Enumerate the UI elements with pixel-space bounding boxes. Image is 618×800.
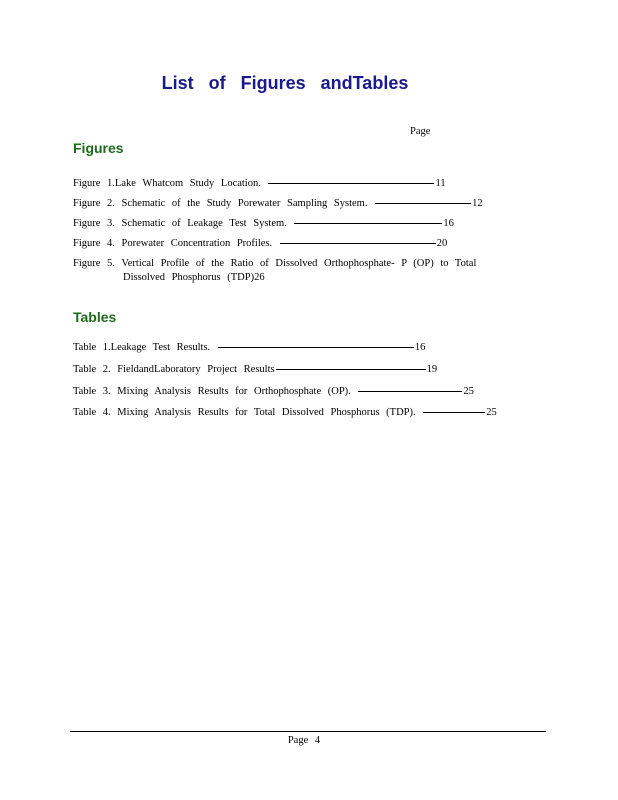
dot-leader xyxy=(280,243,436,244)
entry-page: 25 xyxy=(463,386,474,397)
figure-entry-5-continuation[interactable] xyxy=(123,272,265,283)
footer-page-number: Page 4 xyxy=(287,735,321,746)
table-entry-2[interactable] xyxy=(73,364,437,375)
figure-entry-1[interactable] xyxy=(73,178,446,189)
figure-entry-3[interactable] xyxy=(73,218,454,229)
entry-text: Dissolved Phosphorus (TDP) xyxy=(123,272,255,283)
figure-entry-5[interactable] xyxy=(73,258,476,269)
table-entry-3[interactable] xyxy=(73,386,474,397)
page-title: List of Figures andTables xyxy=(161,73,409,93)
entry-page: 19 xyxy=(426,364,438,375)
entry-page: 26 xyxy=(254,272,265,283)
dot-leader xyxy=(358,391,462,392)
figure-entry-4[interactable] xyxy=(73,238,447,249)
entry-text: Table 3. Mixing Analysis Results for Orthophosphate (OP). xyxy=(73,386,351,397)
dot-leader xyxy=(423,412,485,413)
entry-page: 20 xyxy=(436,238,448,249)
entry-text: Figure 1.Lake Whatcom Study Location. xyxy=(73,178,261,189)
entry-text: Table 4. Mixing Analysis Results for Total Dissolved Phosphorus (TDP). xyxy=(73,407,416,418)
dot-leader xyxy=(276,369,426,370)
entry-text: Figure 4. Porewater Concentration Profiles. xyxy=(73,238,273,249)
entry-text: Figure 3. Schematic of Leakage Test System. xyxy=(73,218,287,229)
tables-heading: Tables xyxy=(73,309,117,325)
dot-leader xyxy=(218,347,414,348)
dot-leader xyxy=(294,223,442,224)
entry-page: 25 xyxy=(486,407,497,418)
table-entry-1[interactable] xyxy=(73,342,425,353)
entry-text: Table 2. FieldandLaboratory Project Results xyxy=(73,364,275,375)
entry-page: 16 xyxy=(443,218,454,229)
entry-page: 16 xyxy=(414,342,426,353)
figures-heading: Figures xyxy=(73,140,124,156)
entry-page: 11 xyxy=(435,178,446,189)
table-entry-4[interactable] xyxy=(73,407,497,418)
dot-leader xyxy=(375,203,471,204)
entry-text: Figure 5. Vertical Profile of the Ratio of Dissolved Orthophosphate- P (OP) to Total xyxy=(73,258,477,269)
page-column-label: Page xyxy=(410,126,431,137)
entry-text: Figure 2. Schematic of the Study Porewater Sampling System. xyxy=(73,198,368,209)
figure-entry-2[interactable] xyxy=(73,198,483,209)
dot-leader xyxy=(268,183,434,184)
footer-divider xyxy=(70,731,546,732)
entry-text: Table 1.Leakage Test Results. xyxy=(73,342,211,353)
entry-page: 12 xyxy=(472,198,483,209)
